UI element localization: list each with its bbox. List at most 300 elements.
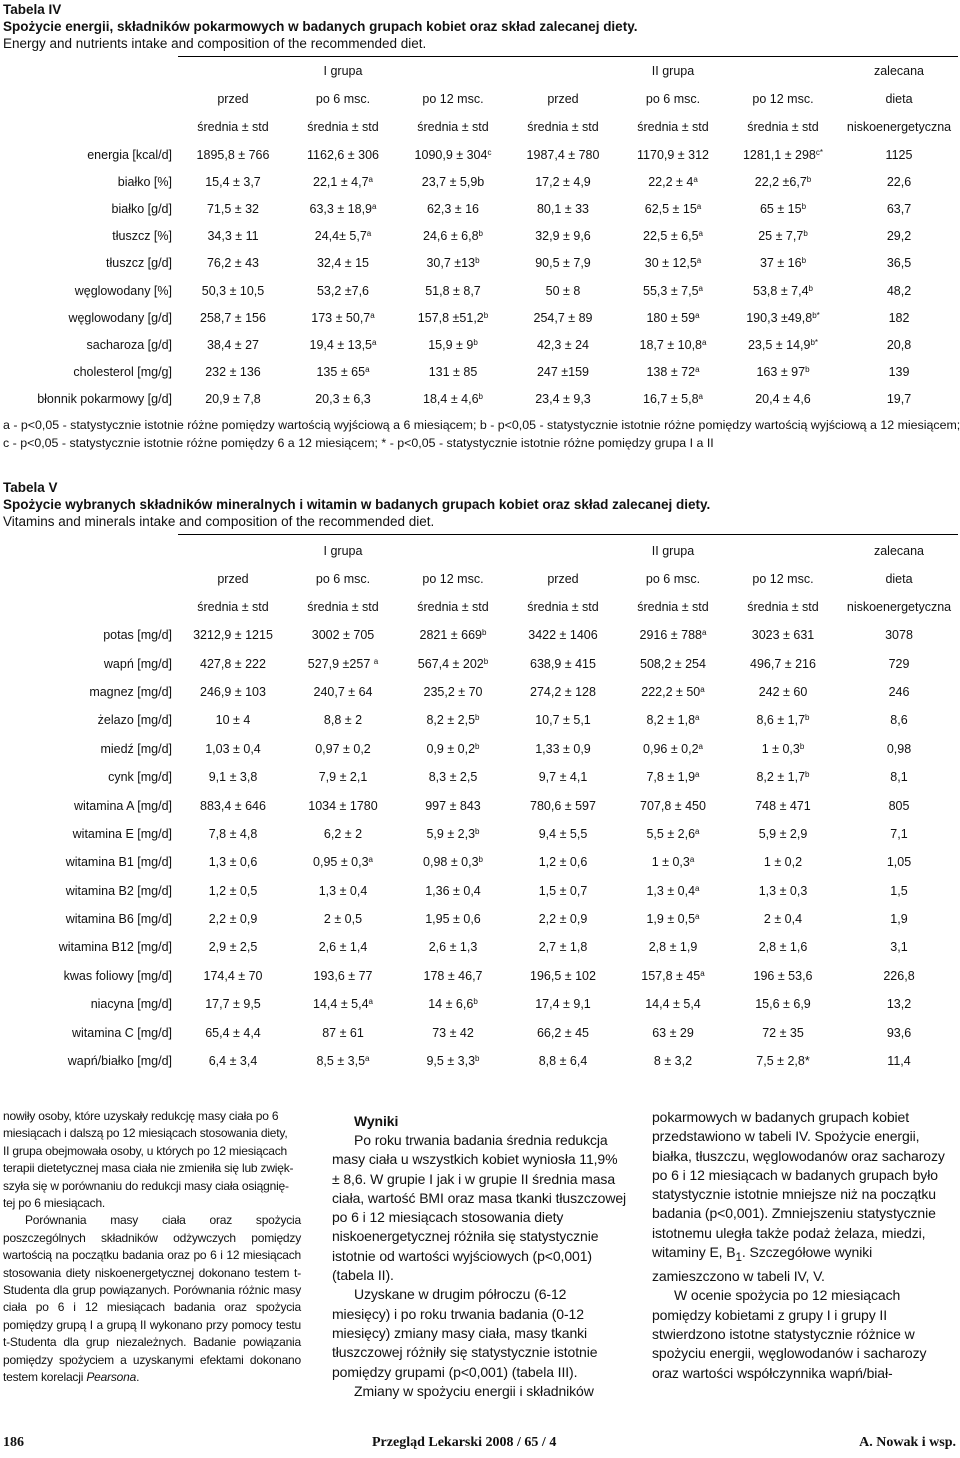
cell-value: 496,7 ± 216 xyxy=(750,656,816,671)
table5-rec-header-1: zalecana xyxy=(873,544,925,558)
cell-value: 2,9 ± 2,5 xyxy=(208,940,258,955)
cell-value: 32,4 ± 15 xyxy=(316,256,370,271)
cell-value: 8,2 ± 2,5 xyxy=(426,713,476,728)
significance-marker: b xyxy=(801,201,807,211)
cell-value: 1,95 ± 0,6 xyxy=(425,912,481,927)
row-label: witamina B2 [mg/d] xyxy=(65,883,172,898)
table-cell xyxy=(288,735,398,763)
cell-value: 1,3 ± 0,4 xyxy=(318,883,368,898)
table-cell xyxy=(508,250,618,277)
cell-value: 10 ± 4 xyxy=(215,713,251,728)
cell-value: 1,03 ± 0,4 xyxy=(205,741,261,756)
cell-value: 25 ± 7,7 xyxy=(758,229,804,244)
significance-marker: b* xyxy=(812,310,820,320)
table-cell xyxy=(288,820,398,848)
table-cell xyxy=(398,1047,508,1075)
table-cell xyxy=(838,195,960,222)
table-cell xyxy=(838,905,960,933)
table5-group1-header: I grupa xyxy=(323,544,363,558)
significance-marker: b xyxy=(805,365,810,375)
table-cell xyxy=(178,621,288,649)
cell-value: 18,4 ± 4,6 xyxy=(423,392,479,407)
cell-value: 8,2 ± 1,7 xyxy=(756,770,806,785)
row-label: cynk [mg/d] xyxy=(108,770,172,785)
table-cell xyxy=(288,277,398,304)
table-cell xyxy=(618,763,728,791)
cell-value: 17,4 ± 9,1 xyxy=(535,997,591,1012)
cell-value: 1,05 xyxy=(886,855,912,870)
row-label: witamina E [mg/d] xyxy=(72,826,172,841)
cell-value: 1987,4 ± 780 xyxy=(526,147,600,162)
table-cell xyxy=(508,386,618,413)
col1-paragraph-2 xyxy=(3,1212,301,1386)
cell-value: 173 ± 50,7 xyxy=(311,310,371,325)
row-label: węglowodany [%] xyxy=(74,283,172,298)
col2-paragraph-2: Uzyskane w drugim półroczu (6-12 miesięcy) i po roku trwania badania (0-12 miesięcy) zmiany masy ciała, masy tkanki tłuszczowej różniły się statystycznie istotnie pomiędzy grupami (p<0,001) (tabela III). xyxy=(332,1286,598,1380)
cell-value: 0,98 xyxy=(886,741,912,756)
row-label: magnez [mg/d] xyxy=(89,684,172,699)
cell-value: 20,9 ± 7,8 xyxy=(205,392,261,407)
cell-value: 51,8 ± 8,7 xyxy=(425,283,481,298)
significance-marker: a xyxy=(695,770,700,780)
row-label: tłuszcz [g/d] xyxy=(106,256,172,271)
table-cell xyxy=(398,649,508,677)
table-cell xyxy=(288,250,398,277)
cell-value: 2,7 ± 1,8 xyxy=(538,940,588,955)
table-cell xyxy=(288,168,398,195)
table-cell xyxy=(508,304,618,331)
table-cell xyxy=(728,168,838,195)
table-cell xyxy=(288,706,398,734)
table4-header-stat-row xyxy=(0,113,960,141)
significance-marker: a xyxy=(696,201,702,211)
significance-marker: a xyxy=(365,365,370,375)
table4-title-en: Energy and nutrients intake and composition of the recommended diet. xyxy=(3,36,427,51)
col3-p1-text: pokarmowych w badanych grupach kobiet przedstawiono w tabeli IV. Spożycie energii, białka, tłuszczu, węglowodanów oraz sacharozy po 6 i 12 miesiącach w badanych grupach było statystycznie istotnie mniejsze niż na początku badania (p<0,001). Zmniejszeniu statystycznie istotnemu uległa także podaż żelaza, miedzi, witaminy E, B xyxy=(652,1109,945,1261)
table-cell xyxy=(728,359,838,386)
text-column-2 xyxy=(332,1112,628,1401)
table-cell xyxy=(838,706,960,734)
row-label: witamina A [mg/d] xyxy=(74,798,172,813)
cell-value: 71,5 ± 32 xyxy=(206,201,260,216)
table-cell xyxy=(178,250,288,277)
cell-value: 1,3 ± 0,3 xyxy=(758,883,808,898)
table-cell xyxy=(398,277,508,304)
row-label: witamina B6 [mg/d] xyxy=(65,912,172,927)
cell-value: 1125 xyxy=(885,147,913,162)
cell-value: 2,6 ± 1,3 xyxy=(428,940,478,955)
table-cell xyxy=(838,763,960,791)
table4-col-po12: po 12 msc. xyxy=(752,92,814,106)
significance-marker: a xyxy=(702,628,707,638)
table-cell xyxy=(728,706,838,734)
significance-marker: b xyxy=(475,826,480,836)
cell-value: 222,2 ± 50 xyxy=(641,684,701,699)
table-cell xyxy=(178,933,288,961)
cell-value: 34,3 ± 11 xyxy=(207,229,259,244)
table-cell xyxy=(728,1047,838,1075)
significance-marker: a xyxy=(689,855,695,865)
cell-value: 567,4 ± 202 xyxy=(417,656,484,671)
cell-value: 63,3 ± 18,9 xyxy=(309,201,372,216)
table4-title-pl: Spożycie energii, składników pokarmowych w badanych grupach kobiet oraz skład zalecanej diety. xyxy=(3,19,638,34)
cell-value: 1,5 ± 0,7 xyxy=(538,883,588,898)
table5-header-group-row xyxy=(0,537,960,565)
significance-marker: b xyxy=(473,997,478,1007)
significance-marker: a xyxy=(373,656,379,666)
table-cell xyxy=(618,168,728,195)
table-row xyxy=(0,962,960,990)
table5-col-przed: przed xyxy=(217,572,249,586)
cell-value: 707,8 ± 450 xyxy=(640,798,706,813)
cell-value: 242 ± 60 xyxy=(758,684,808,699)
row-label: błonnik pokarmowy [g/d] xyxy=(37,392,172,407)
table-cell xyxy=(728,962,838,990)
cell-value: 8,8 ± 6,4 xyxy=(538,1054,588,1069)
table-cell xyxy=(618,649,728,677)
table-cell xyxy=(508,168,618,195)
cell-value: 5,9 ± 2,3 xyxy=(426,826,476,841)
table-cell xyxy=(618,359,728,386)
table-cell xyxy=(398,223,508,250)
cell-value: 8,8 ± 2 xyxy=(323,713,363,728)
cell-value: 2,2 ± 0,9 xyxy=(538,912,588,927)
significance-marker: a xyxy=(702,337,707,347)
cell-value: 780,6 ± 597 xyxy=(530,798,596,813)
table-cell xyxy=(508,848,618,876)
table-cell xyxy=(508,933,618,961)
table-cell xyxy=(728,141,838,168)
table4-footnote-line-2: c - p<0,05 - statystycznie istotnie różne pomiędzy 6 a 12 miesiącem; * - p<0,05 - statystycznie istotnie różne pomiędzy grupa I a II xyxy=(3,436,714,450)
table-cell xyxy=(178,820,288,848)
row-label: wapń [mg/d] xyxy=(103,656,172,671)
table-cell xyxy=(178,990,288,1018)
table4-rec-header-2: dieta xyxy=(885,92,913,106)
table-cell xyxy=(398,678,508,706)
table-cell xyxy=(618,848,728,876)
table-cell xyxy=(838,820,960,848)
significance-marker: a xyxy=(695,310,700,320)
table5-col-po12: po 12 msc. xyxy=(752,572,814,586)
cell-value: 63 ± 29 xyxy=(652,1025,694,1040)
table-cell xyxy=(508,621,618,649)
cell-value: 15,4 ± 3,7 xyxy=(205,174,261,189)
cell-value: 182 xyxy=(888,310,910,325)
cell-value: 240,7 ± 64 xyxy=(313,684,373,699)
table-row xyxy=(0,735,960,763)
cell-value: 8 ± 3,2 xyxy=(653,1054,693,1069)
table5-col-przed: przed xyxy=(547,572,579,586)
cell-value: 0,97 ± 0,2 xyxy=(315,741,371,756)
table-cell xyxy=(618,1018,728,1046)
cell-value: 1,36 ± 0,4 xyxy=(425,883,481,898)
table-cell xyxy=(838,168,960,195)
table4-header-time-row xyxy=(0,85,960,113)
cell-value: 90,5 ± 7,9 xyxy=(535,256,591,271)
table-cell xyxy=(618,820,728,848)
table-cell xyxy=(838,141,960,168)
cell-value: 1281,1 ± 298 xyxy=(742,147,816,162)
significance-marker: b xyxy=(483,656,489,666)
table-cell xyxy=(288,141,398,168)
table4-header-group-row xyxy=(0,57,960,85)
cell-value: 1,9 ± 0,5 xyxy=(646,912,696,927)
cell-value: 18,7 ± 10,8 xyxy=(639,337,702,352)
cell-value: 65 ± 15 xyxy=(759,201,802,216)
table-cell xyxy=(838,359,960,386)
table5-col-po6: po 6 msc. xyxy=(315,572,371,586)
cell-value: 0,96 ± 0,2 xyxy=(643,741,699,756)
cell-value: 748 ± 471 xyxy=(755,798,811,813)
cell-value: 1,3 ± 0,4 xyxy=(646,883,696,898)
cell-value: 883,4 ± 646 xyxy=(200,798,266,813)
cell-value: 9,5 ± 3,3 xyxy=(426,1054,476,1069)
table5-top-rule xyxy=(178,534,958,535)
table-cell xyxy=(288,848,398,876)
table-cell xyxy=(618,223,728,250)
table5-col-po6: po 6 msc. xyxy=(645,572,701,586)
significance-marker: a xyxy=(695,826,700,836)
table5-header-time-row xyxy=(0,565,960,593)
row-label: sacharoza [g/d] xyxy=(86,337,172,352)
table-cell xyxy=(508,141,618,168)
table-cell xyxy=(838,223,960,250)
row-label: niacyna [mg/d] xyxy=(90,997,172,1012)
table-cell xyxy=(398,820,508,848)
cell-value: 139 xyxy=(888,365,910,380)
table4-col-po12: po 12 msc. xyxy=(422,92,484,106)
cell-value: 729 xyxy=(888,656,910,671)
table-cell xyxy=(618,621,728,649)
table-cell xyxy=(728,621,838,649)
table-cell xyxy=(288,962,398,990)
cell-value: 22,6 xyxy=(886,174,912,189)
table-cell xyxy=(728,735,838,763)
table-cell xyxy=(728,848,838,876)
col1-p2-text: Porównania masy ciała oraz spożycia poszczególnych składników odżywczych pomiędzy wartością na początku badania oraz po 6 i 12 miesiącach stosowania diety niskoenergetycznej dokonano testem t-Studenta dla grup powiązanych. Porównania różnic masy ciała po 6 i 12 miesiącach badania oraz spożycia pomiędzy grupą I a grupą II wykonano przy pomocy testu t-Studenta dla grup niezależnych. Badanie powiązania pomiędzy spożyciem a uzyskanymi efektami dokonano testem korelacji xyxy=(3,1213,301,1385)
cell-value: 3023 ± 631 xyxy=(751,628,815,643)
cell-value: 196,5 ± 102 xyxy=(530,968,596,983)
col2-paragraph-3: Zmiany w spożyciu energii i składników xyxy=(354,1382,594,1399)
cell-value: 15,6 ± 6,9 xyxy=(755,997,811,1012)
table-cell xyxy=(728,877,838,905)
table-cell xyxy=(508,223,618,250)
cell-value: 8,6 xyxy=(890,713,908,728)
cell-value: 235,2 ± 70 xyxy=(423,684,483,699)
significance-marker: b xyxy=(478,855,483,865)
table5-stat-header: średnia ± std xyxy=(417,600,489,614)
table-cell xyxy=(178,1047,288,1075)
table-cell xyxy=(178,905,288,933)
cell-value: 246 xyxy=(888,684,910,699)
table-cell xyxy=(838,1018,960,1046)
cell-value: 42,3 ± 24 xyxy=(536,337,590,352)
significance-marker: a xyxy=(695,912,700,922)
table-cell xyxy=(288,331,398,358)
table-cell xyxy=(398,962,508,990)
table4-group1-header: I grupa xyxy=(323,64,363,78)
row-label: węglowodany [g/d] xyxy=(68,310,172,325)
table-row xyxy=(0,763,960,791)
table-row xyxy=(0,848,960,876)
table-cell xyxy=(508,820,618,848)
table-cell xyxy=(838,678,960,706)
cell-value: 20,8 xyxy=(886,337,912,352)
table-cell xyxy=(728,223,838,250)
cell-value: 3002 ± 705 xyxy=(311,628,375,643)
table-row xyxy=(0,820,960,848)
cell-value: 8,2 ± 1,8 xyxy=(646,713,696,728)
cell-value: 6,2 ± 2 xyxy=(323,826,363,841)
table4-rec-header-1: zalecana xyxy=(873,64,925,78)
cell-value: 163 ± 97 xyxy=(756,365,806,380)
cell-value: 32,9 ± 9,6 xyxy=(535,229,591,244)
results-heading: Wyniki xyxy=(354,1113,399,1129)
cell-value: 174,4 ± 70 xyxy=(203,968,263,983)
table5-stat-header: średnia ± std xyxy=(747,600,819,614)
cell-value: 1034 ± 1780 xyxy=(308,798,378,813)
table-cell xyxy=(398,331,508,358)
significance-marker: b xyxy=(482,628,487,638)
text-column-1 xyxy=(3,1108,301,1387)
table-row xyxy=(0,331,960,358)
significance-marker: a xyxy=(368,855,373,865)
table-cell xyxy=(178,649,288,677)
table-row xyxy=(0,195,960,222)
col1-p2-italic: Pearsona xyxy=(86,1370,137,1385)
cell-value: 55,3 ± 7,5 xyxy=(643,283,699,298)
table4-footnote xyxy=(3,416,960,452)
cell-value: 73 ± 42 xyxy=(432,1025,474,1040)
row-label: witamina B12 [mg/d] xyxy=(58,940,172,955)
table-cell xyxy=(618,990,728,1018)
table-row xyxy=(0,990,960,1018)
cell-value: 1090,9 ± 304 xyxy=(414,147,488,162)
table-cell xyxy=(728,763,838,791)
significance-marker: b xyxy=(478,392,483,402)
table-cell xyxy=(508,1047,618,1075)
cell-value: 19,7 xyxy=(886,392,912,407)
table-cell xyxy=(728,990,838,1018)
table-cell xyxy=(618,877,728,905)
table-cell xyxy=(508,1018,618,1046)
cell-value: 246,9 ± 103 xyxy=(200,684,266,699)
table-cell xyxy=(398,304,508,331)
significance-marker: c xyxy=(487,147,492,157)
cell-value: 11,4 xyxy=(887,1054,911,1069)
table-cell xyxy=(178,168,288,195)
cell-value: 87 ± 61 xyxy=(322,1025,364,1040)
table-cell xyxy=(728,820,838,848)
table-row xyxy=(0,791,960,819)
row-label: białko [g/d] xyxy=(111,201,172,216)
table-cell xyxy=(838,791,960,819)
table-row xyxy=(0,168,960,195)
significance-marker: b xyxy=(475,741,480,751)
table-cell xyxy=(288,933,398,961)
table-cell xyxy=(178,141,288,168)
cell-value: 66,2 ± 45 xyxy=(536,1025,590,1040)
table-cell xyxy=(838,848,960,876)
table-cell xyxy=(618,678,728,706)
table-cell xyxy=(728,933,838,961)
table-row xyxy=(0,621,960,649)
significance-marker: a xyxy=(370,310,375,320)
table5-stat-header: średnia ± std xyxy=(527,600,599,614)
cell-value: 254,7 ± 89 xyxy=(533,310,593,325)
table-cell xyxy=(838,933,960,961)
cell-value: 17,2 ± 4,9 xyxy=(535,174,591,189)
table4-stat-header: średnia ± std xyxy=(747,120,819,134)
significance-marker: b xyxy=(805,770,810,780)
table-row xyxy=(0,905,960,933)
cell-value: 22,5 ± 6,5 xyxy=(643,229,699,244)
table-cell xyxy=(618,962,728,990)
cell-value: 24,4± 5,7 xyxy=(314,229,367,244)
table5-header-stat-row xyxy=(0,593,960,621)
table-cell xyxy=(178,763,288,791)
cell-value: 23,4 ± 9,3 xyxy=(535,392,591,407)
table-cell xyxy=(178,962,288,990)
cell-value: 196 ± 53,6 xyxy=(753,968,813,983)
cell-value: 8,1 xyxy=(890,770,908,785)
significance-marker: b xyxy=(805,713,810,723)
table-cell xyxy=(618,250,728,277)
cell-value: 3422 ± 1406 xyxy=(528,628,598,643)
cell-value: 193,6 ± 77 xyxy=(313,968,373,983)
cell-value: 14 ± 6,6 xyxy=(428,997,474,1012)
significance-marker: a xyxy=(698,741,703,751)
cell-value: 135 ± 65 xyxy=(316,365,366,380)
significance-marker: b xyxy=(803,229,808,239)
significance-marker: a xyxy=(372,337,377,347)
cell-value: 9,1 ± 3,8 xyxy=(208,770,258,785)
cell-value: 50 ± 8 xyxy=(545,283,581,298)
table-cell xyxy=(178,706,288,734)
cell-value: 14,4 ± 5,4 xyxy=(645,997,701,1012)
table4-stat-header: średnia ± std xyxy=(417,120,489,134)
cell-value: 1 ± 0,3 xyxy=(761,741,800,756)
cell-value: 16,7 ± 5,8 xyxy=(643,392,699,407)
cell-value: 1162,6 ± 306 xyxy=(307,147,379,162)
row-label: energia [kcal/d] xyxy=(87,147,172,162)
significance-marker: a xyxy=(368,997,373,1007)
cell-value: 5,5 ± 2,6 xyxy=(646,826,696,841)
cell-value: 17,7 ± 9,5 xyxy=(205,997,261,1012)
cell-value: 0,95 ± 0,3 xyxy=(313,855,369,870)
table-cell xyxy=(288,877,398,905)
table-cell xyxy=(838,1047,960,1075)
cell-value: 0,9 ± 0,2 xyxy=(426,741,476,756)
cell-value: 138 ± 72 xyxy=(646,365,696,380)
table4-col-po6: po 6 msc. xyxy=(645,92,701,106)
cell-value: 1,2 ± 0,5 xyxy=(208,883,258,898)
cell-value: 1,2 ± 0,6 xyxy=(538,855,588,870)
table-cell xyxy=(728,195,838,222)
table4-group2-header: II grupa xyxy=(651,64,695,78)
col3-p1-subscript: 1 xyxy=(735,1250,742,1264)
table-cell xyxy=(728,905,838,933)
table4-stat-header: średnia ± std xyxy=(527,120,599,134)
cell-value: 1895,8 ± 766 xyxy=(196,147,270,162)
significance-marker: b xyxy=(473,337,478,347)
table5-group2-header: II grupa xyxy=(651,544,695,558)
cell-value: 7,9 ± 2,1 xyxy=(318,770,368,785)
table-cell xyxy=(618,304,728,331)
table-cell xyxy=(178,331,288,358)
significance-marker: a xyxy=(695,713,700,723)
table-cell xyxy=(288,678,398,706)
